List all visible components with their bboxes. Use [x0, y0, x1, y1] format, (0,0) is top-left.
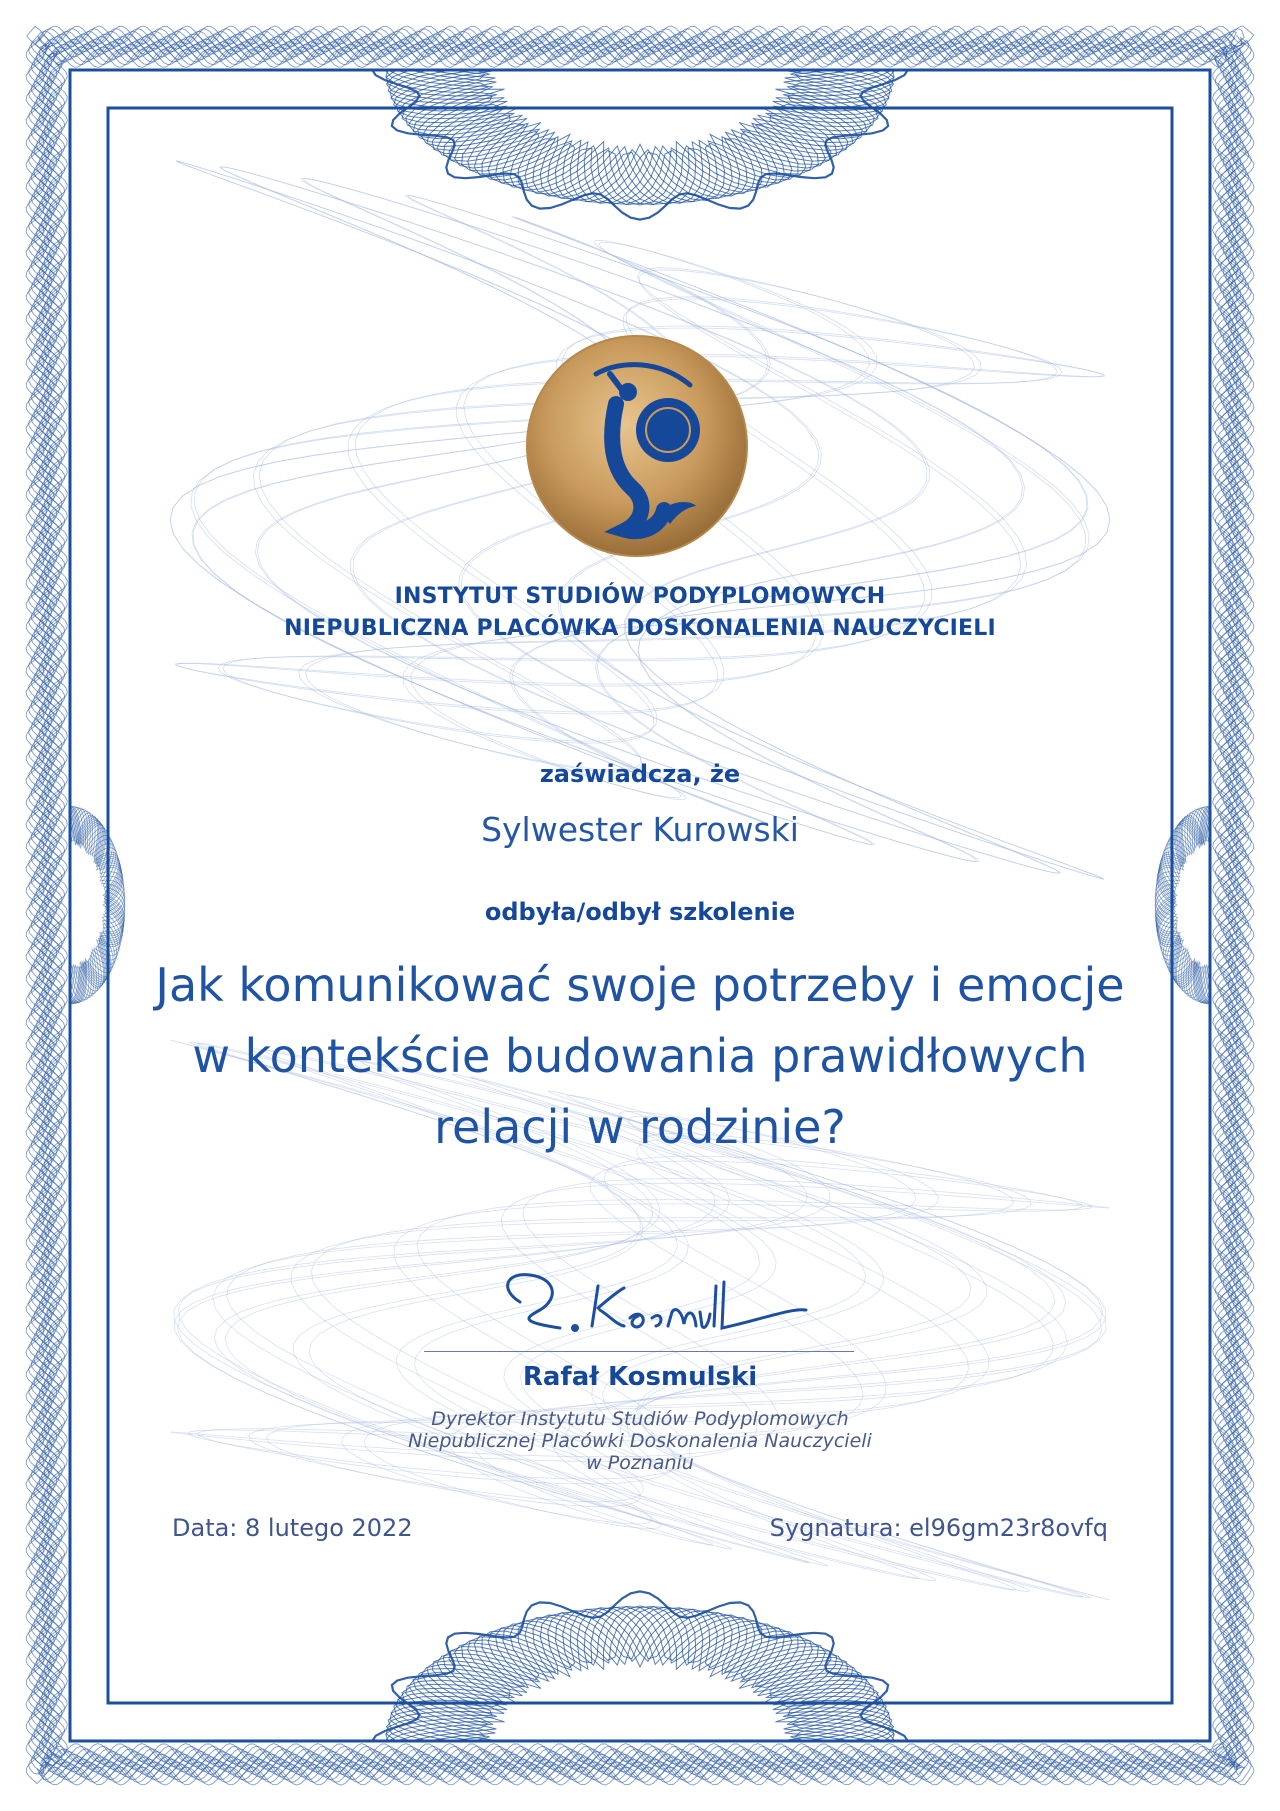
course-title-line: w kontekście budowania prawidłowych	[192, 1029, 1088, 1083]
handwritten-signature	[508, 1275, 806, 1331]
signature-line	[424, 1351, 854, 1352]
signer-role	[0, 1408, 1280, 1474]
signer-role-line: Dyrektor Instytutu Studiów Podyplomowych	[431, 1408, 849, 1430]
recipient-name: Sylwester Kurowski	[481, 810, 799, 849]
course-title	[0, 950, 1280, 1163]
issue-date: Data: 8 lutego 2022	[172, 1514, 413, 1542]
course-title-line: Jak komunikować swoje potrzeby i emocje	[155, 958, 1125, 1012]
course-title-line: relacji w rodzinie?	[434, 1100, 846, 1154]
signer-name: Rafał Kosmulski	[522, 1362, 758, 1392]
signature-code: Sygnatura: el96gm23r8ovfq	[769, 1514, 1108, 1542]
institution-name: INSTYTUT STUDIÓW PODYPLOMOWYCH	[394, 584, 886, 609]
institution-medal	[527, 336, 747, 556]
certifies-label: zaświadcza, że	[539, 760, 741, 788]
completed-label: odbyła/odbył szkolenie	[484, 898, 796, 926]
signer-role-line: Niepublicznej Placówki Doskonalenia Nauczycieli	[408, 1430, 872, 1452]
signer-role-line: w Poznaniu	[586, 1452, 694, 1474]
institution-subtitle: NIEPUBLICZNA PLACÓWKA DOSKONALENIA NAUCZYCIELI	[284, 616, 996, 641]
